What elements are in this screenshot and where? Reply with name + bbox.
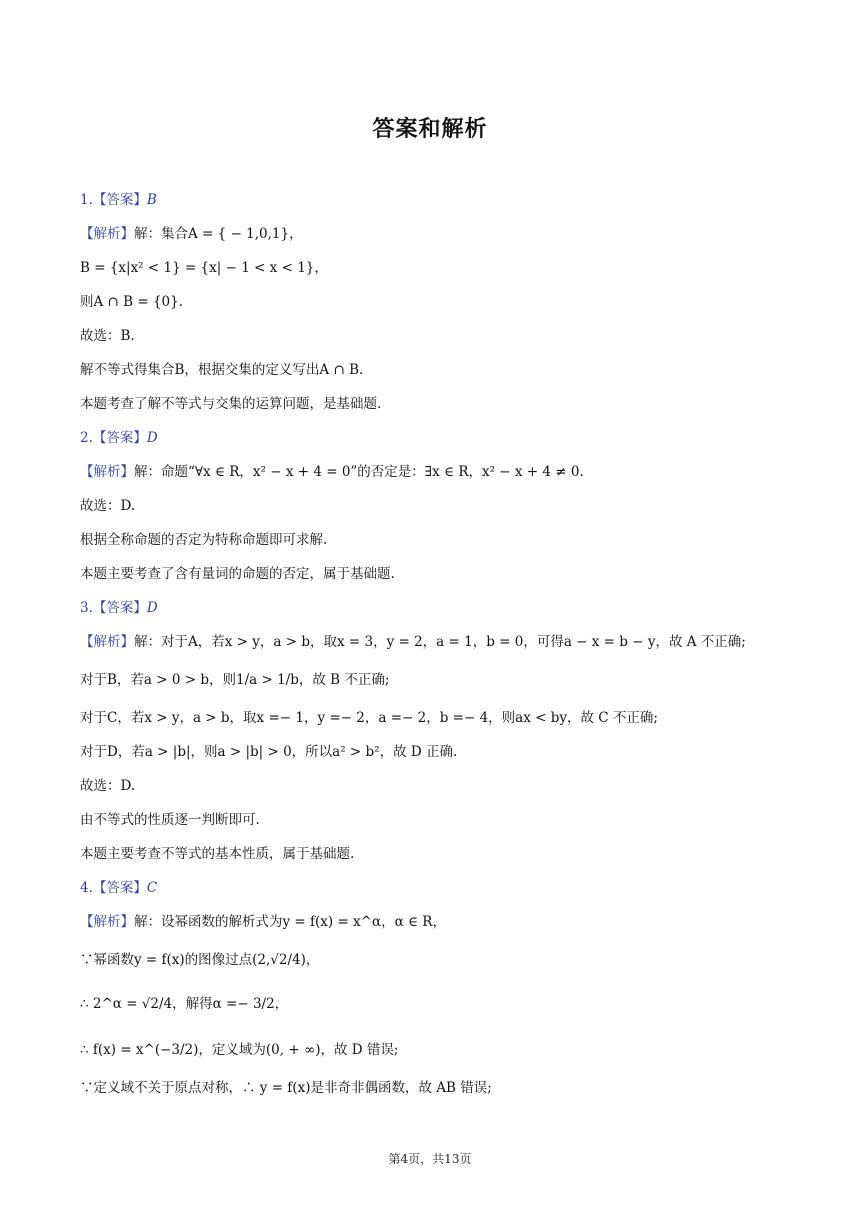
answer-header [80,878,157,898]
answer-tag: 【答案】 [92,880,147,896]
analysis-text: 解：命题“∀x ∈ R，x² − x + 4 = 0”的否定是：∃x ∈ R，x² − x + 4 ≠ 0. [134,464,584,480]
solution-line: 本题主要考查不等式的基本性质，属于基础题. [80,846,355,862]
solution-line: 故选：D. [80,778,136,794]
question-number: 3. [80,600,93,616]
solution-line: ∵定义域不关于原点对称，∴ y = f(x)是非奇非偶函数，故 AB 错误; [80,1080,492,1096]
answer-header [80,598,158,618]
analysis-line [80,462,584,482]
solution-line: 本题主要考查了含有量词的命题的否定，属于基础题. [80,566,395,582]
analysis-line [80,224,303,244]
solution-line: 根据全称命题的否定为特称命题即可求解. [80,532,328,548]
analysis-text: 解：对于A，若x > y，a > b，取x = 3，y = 2，a = 1，b = 0，可得a − x = b − y，故 A 不正确; [134,634,746,650]
analysis-line [80,632,746,652]
solution-line: ∴ f(x) = x^(−3/2)，定义域为(0, + ∞)，故 D 错误; [80,1042,399,1058]
answer-tag: 【答案】 [92,600,147,616]
analysis-tag: 【解析】 [80,634,134,650]
analysis-text: 解：集合A = { − 1,0,1}， [134,226,303,242]
answer-header [80,428,158,448]
solution-line: 对于C，若x > y，a > b，取x =− 1，y =− 2，a =− 2，b =− 4，则ax < by，故 C 不正确; [80,710,658,726]
solution-line: 解不等式得集合B，根据交集的定义写出A ∩ B. [80,362,364,378]
answer-tag: 【答案】 [92,192,147,208]
answer-letter: C [146,880,158,896]
solution-line: 则A ∩ B = {0}. [80,294,184,310]
solution-line: 故选：B. [80,328,135,344]
analysis-tag: 【解析】 [80,464,134,480]
analysis-line [80,912,446,932]
answer-letter: D [146,600,158,616]
question-number: 1. [80,192,93,208]
answer-letter: B [146,192,157,208]
analysis-tag: 【解析】 [80,226,134,242]
page-title: 答案和解析 [372,117,488,142]
solution-line: 故选：D. [80,498,136,514]
question-number: 2. [80,430,93,446]
answer-tag: 【答案】 [92,430,147,446]
question-number: 4. [80,880,93,896]
solution-line: 对于D，若a > |b|，则a > |b| > 0，所以a² > b²，故 D 正确. [80,744,458,760]
analysis-tag: 【解析】 [80,914,134,930]
answer-header [80,190,157,210]
answer-letter: D [146,430,158,446]
solution-line: 本题考查了解不等式与交集的运算问题，是基础题. [80,396,382,412]
solution-line: ∴ 2^α = √2/4，解得α =− 3/2， [80,996,289,1012]
page-footer: 第4页，共13页 [388,1152,472,1166]
solution-line: ∵幂函数y = f(x)的图像过点(2,√2/4)， [80,952,320,968]
solution-line: 由不等式的性质逐一判断即可. [80,812,260,828]
solution-line: B = {x|x² < 1} = {x| − 1 < x < 1}， [80,260,328,276]
solution-line: 对于B，若a > 0 > b，则1/a > 1/b，故 B 不正确; [80,672,390,688]
analysis-text: 解：设幂函数的解析式为y = f(x) = x^α，α ∈ R， [134,914,446,930]
